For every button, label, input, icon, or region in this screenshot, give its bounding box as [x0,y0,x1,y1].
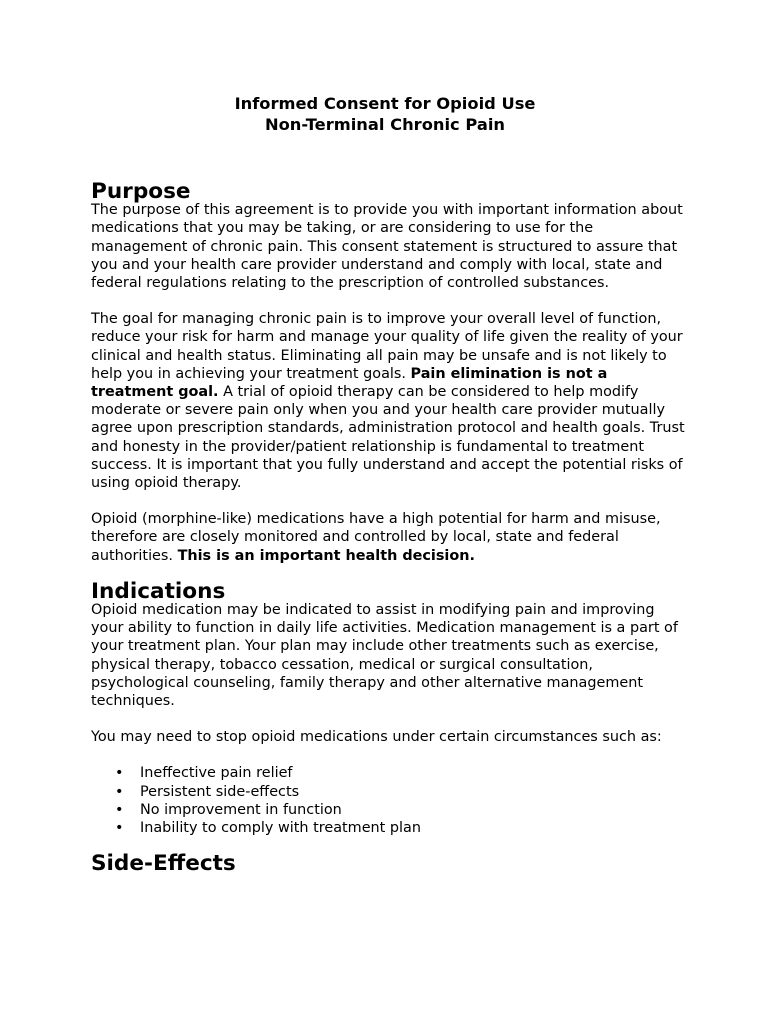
document-title-line-2: Non-Terminal Chronic Pain [264,115,506,134]
bullet-icon: • [115,820,124,837]
bullet-icon: • [115,783,124,800]
list-item-text: Ineffective pain relief [140,765,293,782]
list-item [91,783,691,801]
list-item [91,801,691,819]
purpose-paragraph-2 [91,310,691,492]
section-heading-purpose: Purpose [91,179,191,204]
purpose-paragraph-2-text-a: The goal for managing chronic pain is to improve your overall level of function, reduce your risk for harm and manage your quality of life given the reality of your clinical and health status. Eliminating all pain may be unsafe and is not likely to help you in achieving your treatment goals. [91,311,683,382]
list-item-text: No improvement in function [140,801,342,818]
indications-paragraph-1: Opioid medication may be indicated to assist in modifying pain and improving your ability to function in daily life activities. Medication management is a part of your treatment plan. Your plan may include other treatments such as exercise, physical therapy, tobacco cessation, medical or surgical consultation, psychological counseling, family therapy and other alternative management techniques. [91,602,678,710]
indications-paragraph-2: You may need to stop opioid medications under certain circumstances such as: [91,729,662,746]
document-page [91,93,691,877]
section-heading-side-effects: Side-Effects [91,851,236,877]
purpose-paragraph-1: The purpose of this agreement is to provide you with important information about medications that you may be taking, or are considering to use for the management of chronic pain. This consent statement is structured to assure that you and your health care provider understand and comply with local, state and federal regulations relating to the prescription of controlled substances. [91,202,683,292]
list-item [91,764,691,782]
bullet-icon: • [115,765,124,782]
document-title-line-1: Informed Consent for Opioid Use [234,94,536,113]
purpose-paragraph-3-text: Opioid (morphine-like) medications have a high potential for harm and misuse, therefore are closely monitored and controlled by local, state and federal authorities. [91,511,661,564]
list-item-text: Inability to comply with treatment plan [140,820,421,837]
stop-circumstances-list [91,764,691,837]
list-item [91,819,691,837]
purpose-paragraph-2-text-b: A trial of opioid therapy can be considered to help modify moderate or severe pain only when you and your health care provider mutually agree upon prescription standards, administration protocol and health goals. Trust and honesty in the provider/patient relationship is fundamental to treatment success. It is important that you fully understand and accept the potential risks of using opioid therapy. [91,384,685,492]
purpose-paragraph-2-bold: Pain elimination is not a treatment goal. [91,365,608,401]
section-heading-indications: Indications [91,578,226,604]
bullet-icon: • [115,801,124,818]
list-item-text: Persistent side-effects [140,783,300,800]
purpose-paragraph-3 [91,510,691,565]
purpose-paragraph-3-bold: This is an important health decision. [177,547,475,564]
